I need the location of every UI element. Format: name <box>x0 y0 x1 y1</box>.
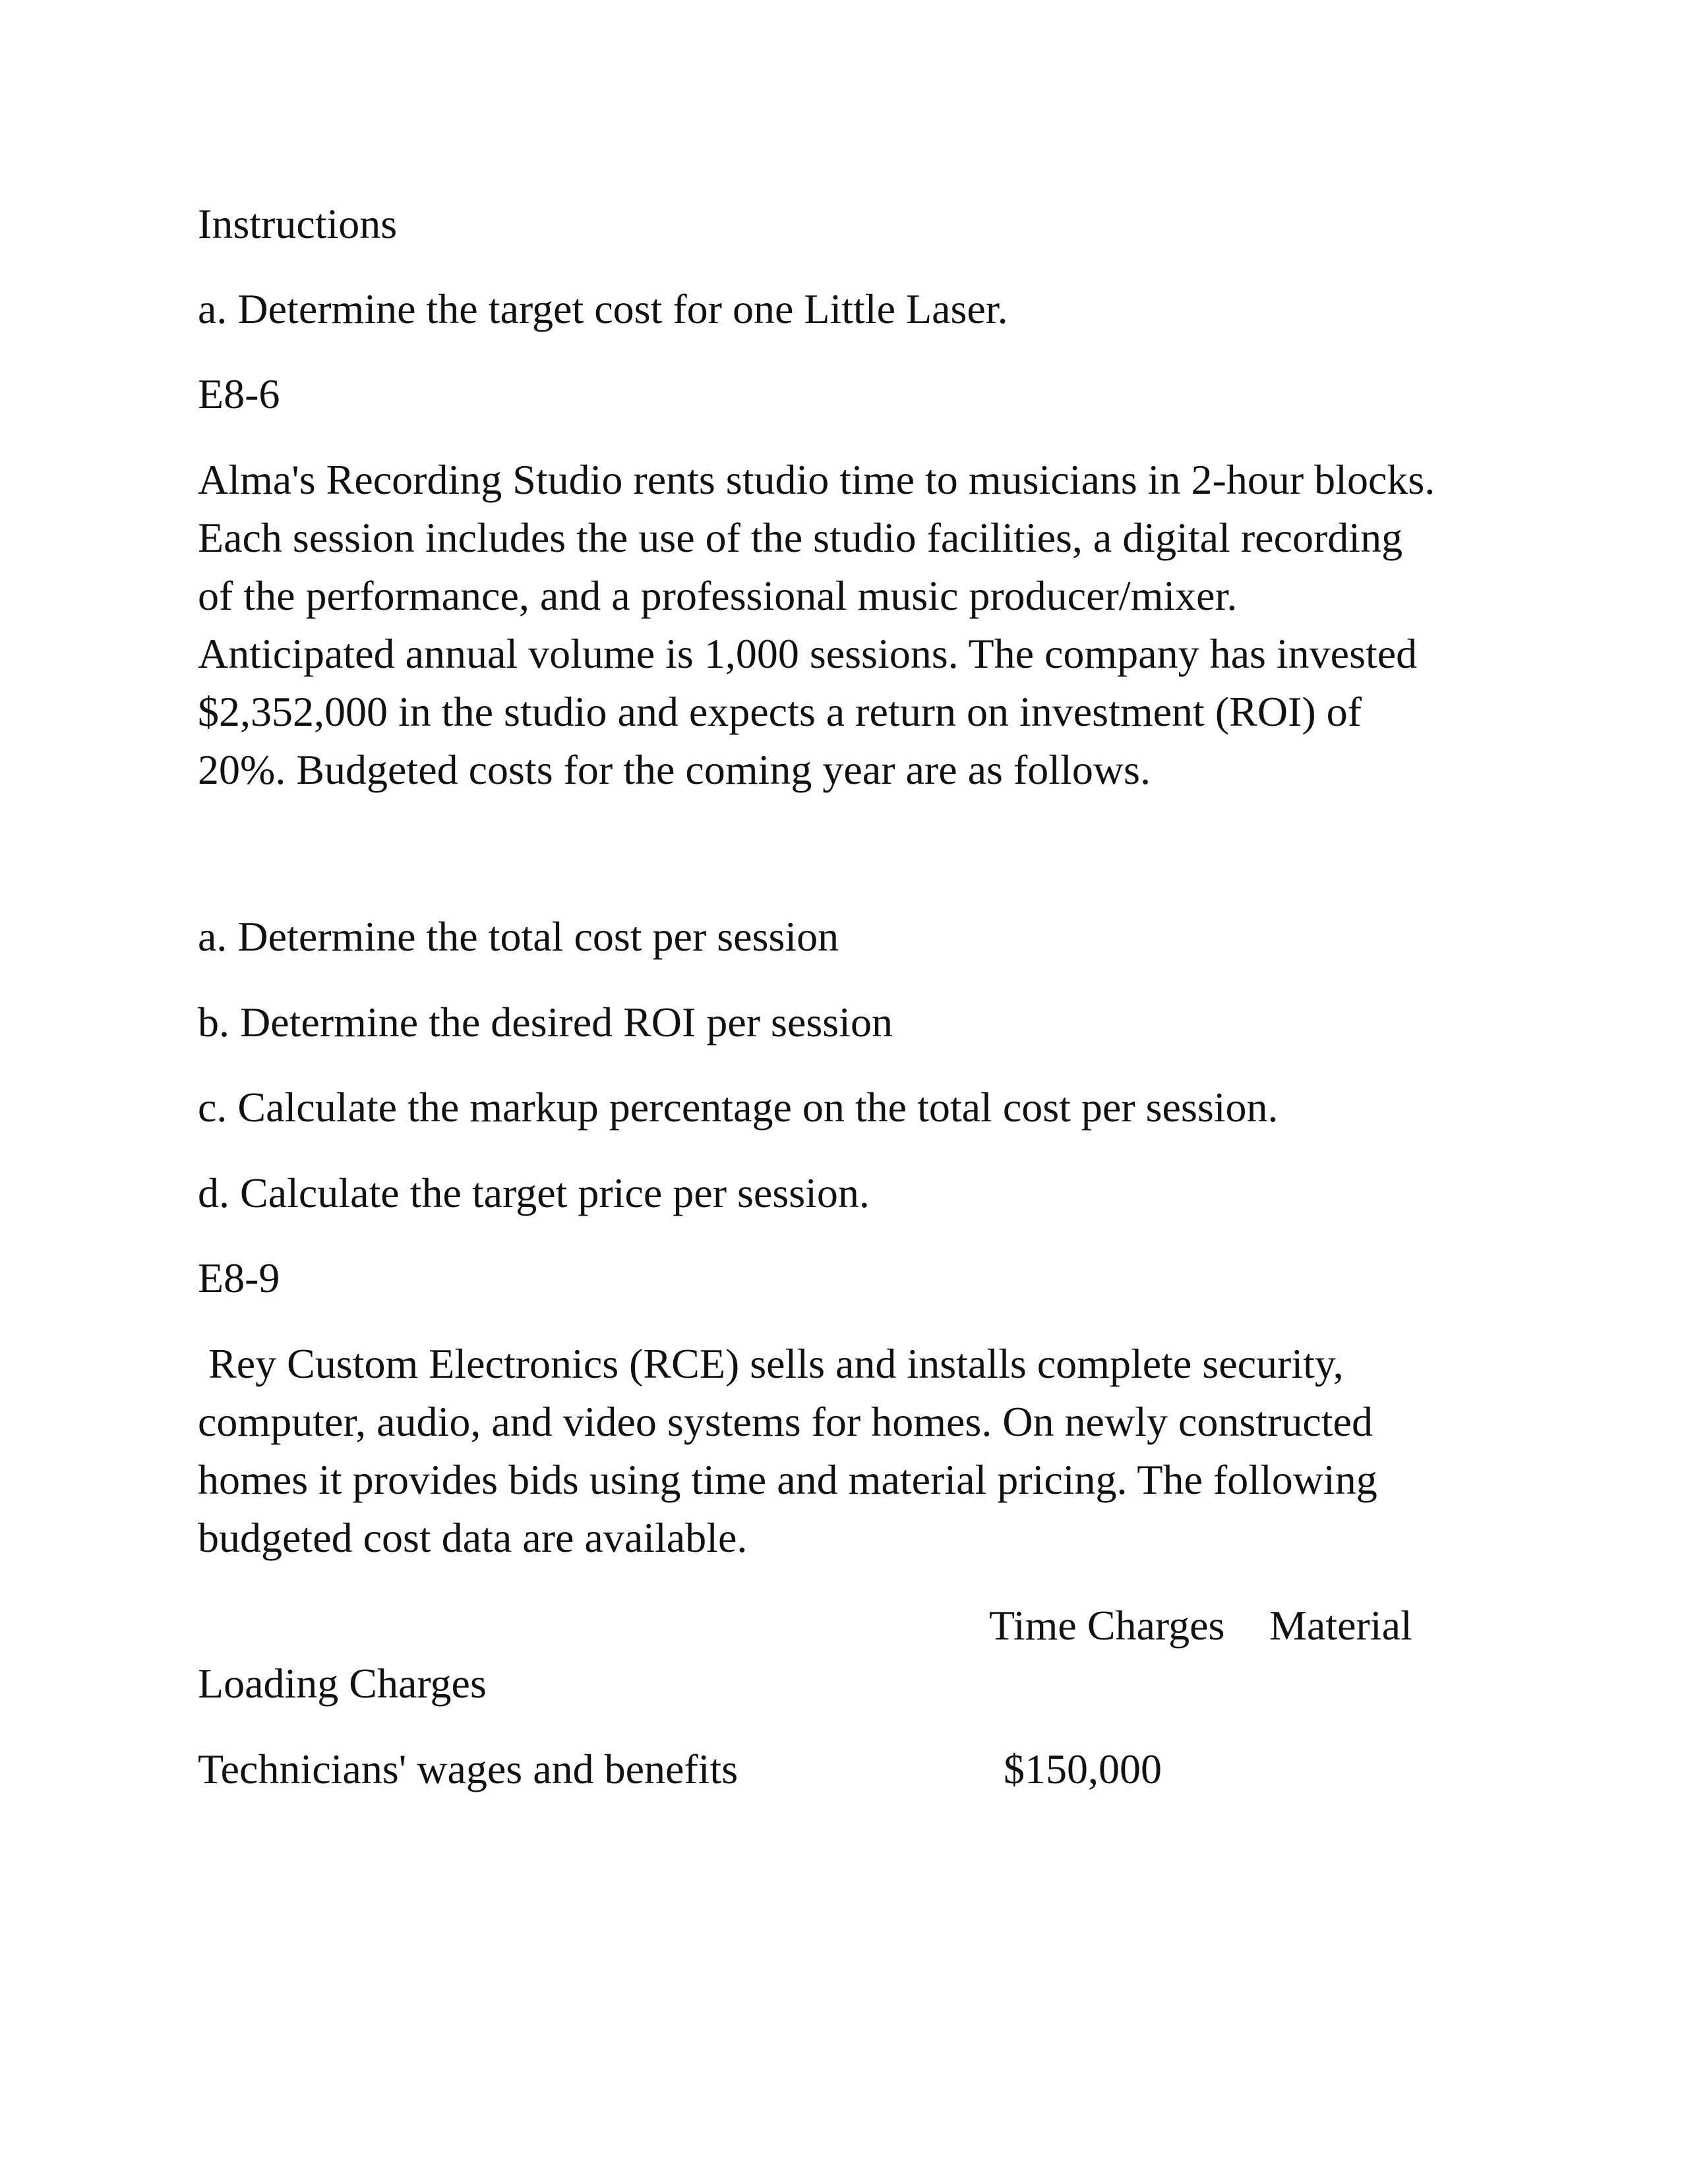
table-header-time-charges: Time Charges <box>989 1602 1225 1649</box>
e8-6-line: of the performance, and a professional music producer/mixer. <box>198 572 1238 619</box>
e8-6-line: Anticipated annual volume is 1,000 sessions. The company has invested <box>198 630 1418 677</box>
e8-9-paragraph <box>198 1335 1517 1567</box>
e8-6-line: Alma's Recording Studio rents studio time to musicians in 2-hour blocks. <box>198 456 1435 503</box>
question-d: d. Calculate the target price per session. <box>198 1169 870 1216</box>
e8-9-line: budgeted cost data are available. <box>198 1514 748 1561</box>
table-row-time-value: $150,000 <box>1004 1746 1162 1792</box>
e8-9-line: Rey Custom Electronics (RCE) sells and installs complete security, <box>198 1340 1344 1387</box>
e8-9-line: computer, audio, and video systems for homes. On newly constructed <box>198 1398 1373 1445</box>
table-header-loading-charges: Loading Charges <box>198 1660 487 1707</box>
question-a: a. Determine the total cost per session <box>198 913 839 960</box>
e8-6-line: Each session includes the use of the studio facilities, a digital recording <box>198 514 1403 561</box>
e8-6-line: 20%. Budgeted costs for the coming year are as follows. <box>198 746 1151 793</box>
question-c: c. Calculate the markup percentage on the total cost per session. <box>198 1084 1279 1131</box>
e8-6-line: $2,352,000 in the studio and expects a return on investment (ROI) of <box>198 688 1362 735</box>
e8-9-line: homes it provides bids using time and material pricing. The following <box>198 1456 1377 1503</box>
table-row-label: Technicians' wages and benefits <box>198 1746 738 1792</box>
e8-6-paragraph <box>198 451 1517 799</box>
instructions-heading: Instructions <box>198 200 398 247</box>
exercise-label-e8-9: E8-9 <box>198 1254 280 1301</box>
instruction-a: a. Determine the target cost for one Little Laser. <box>198 285 1008 332</box>
question-b: b. Determine the desired ROI per session <box>198 999 893 1046</box>
table-header-material: Material <box>1269 1602 1412 1649</box>
exercise-label-e8-6: E8-6 <box>198 370 280 417</box>
